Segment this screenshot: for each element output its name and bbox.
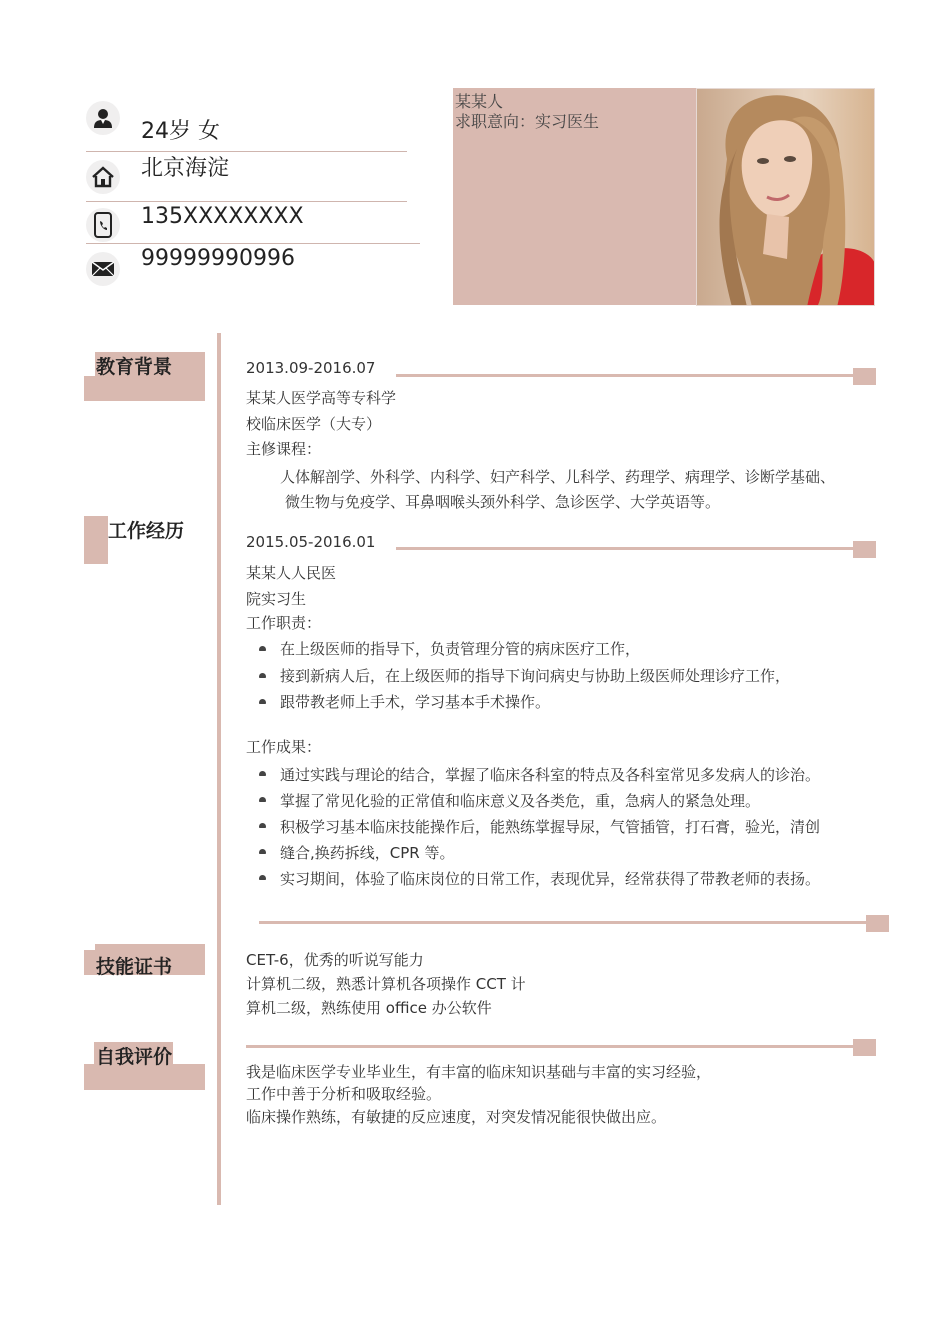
timeline-bar (217, 333, 221, 1205)
section-title-work: 工作经历 (108, 520, 185, 542)
phone: 135XXXXXXXX (141, 204, 304, 229)
section-rule (396, 547, 856, 550)
education-courses-line1: 人体解剖学、外科学、内科学、妇产科学、儿科学、药理学、病理学、诊断学基础、 (280, 468, 836, 486)
bullet (259, 771, 266, 776)
job-intent: 求职意向：实习医生 (455, 112, 600, 131)
section-label-mask (173, 1042, 205, 1064)
self-line: 工作中善于分析和吸取经验。 (246, 1085, 442, 1103)
bullet (259, 875, 266, 880)
work-org-line2: 院实习生 (246, 590, 307, 608)
education-courses-line2: 微生物与免疫学、耳鼻咽喉头颈外科学、急诊医学、大学英语等。 (285, 493, 721, 511)
user-icon (86, 101, 120, 135)
section-rule (396, 374, 856, 377)
section-title-self: 自我评价 (96, 1046, 173, 1068)
bullet (259, 699, 266, 704)
section-rule-end (853, 368, 876, 385)
contact-divider (86, 201, 407, 202)
section-label-mask (84, 352, 95, 376)
education-date: 2013.09-2016.07 (246, 359, 376, 377)
candidate-name: 某某人 (455, 92, 504, 111)
bullet (259, 849, 266, 854)
section-label-mask (84, 944, 95, 950)
list-item: 跟带教老师上手术，学习基本手术操作。 (280, 693, 551, 711)
bullet (259, 673, 266, 678)
section-title-education: 教育背景 (96, 356, 173, 378)
skills-line: CET-6，优秀的听说写能力 (246, 951, 424, 969)
mail-icon (86, 252, 120, 286)
work-duties-label: 工作职责： (246, 614, 322, 632)
section-rule-end (853, 541, 876, 558)
age-gender: 24岁 女 (141, 119, 220, 144)
bullet (259, 646, 266, 651)
list-item: 掌握了常见化验的正常值和临床意义及各类危，重，急病人的紧急处理。 (280, 792, 761, 810)
list-item: 在上级医师的指导下，负责管理分管的病床医疗工作， (280, 640, 641, 658)
section-label-bg (84, 516, 108, 564)
self-line: 我是临床医学专业毕业生，有丰富的临床知识基础与丰富的实习经验， (246, 1063, 712, 1081)
work-date: 2015.05-2016.01 (246, 533, 376, 551)
skills-line: 计算机二级，熟悉计算机各项操作 CCT 计 (246, 975, 526, 993)
self-line: 临床操作熟练，有敏捷的反应速度，对突发情况能很快做出应。 (246, 1108, 667, 1126)
section-rule-end (853, 1039, 876, 1056)
section-label-mask (84, 1042, 94, 1064)
list-item: 缝合,换药拆线，CPR 等。 (280, 844, 455, 862)
contact-divider (86, 243, 420, 244)
location: 北京海淀 (141, 156, 230, 181)
list-item: 接到新病人后，在上级医师的指导下询问病史与协助上级医师处理诊疗工作， (280, 667, 791, 685)
education-school-line1: 某某人医学高等专科学 (246, 389, 397, 407)
section-rule-end (866, 915, 889, 932)
contact-divider (86, 151, 407, 152)
list-item: 实习期间，体验了临床岗位的日常工作，表现优异，经常获得了带教老师的表扬。 (280, 870, 821, 888)
profile-photo (696, 88, 875, 306)
section-rule (246, 1045, 856, 1048)
work-org-line1: 某某人人民医 (246, 564, 337, 582)
list-item: 通过实践与理论的结合，掌握了临床各科室的特点及各科室常见多发病人的诊治。 (280, 766, 821, 784)
email: 99999990996 (141, 246, 295, 271)
work-results-label: 工作成果： (246, 738, 322, 756)
list-item: 积极学习基本临床技能操作后，能熟练掌握导尿，气管插管，打石膏，验光，清创 (280, 818, 821, 836)
education-school-line2: 校临床医学（大专） (246, 415, 382, 433)
phone-icon (86, 208, 120, 242)
skills-line: 算机二级，熟练使用 office 办公软件 (246, 999, 492, 1017)
education-courses-label: 主修课程： (246, 440, 322, 458)
section-rule (259, 921, 869, 924)
section-title-skills: 技能证书 (96, 956, 173, 978)
bullet (259, 823, 266, 828)
home-icon (86, 160, 120, 194)
bullet (259, 797, 266, 802)
